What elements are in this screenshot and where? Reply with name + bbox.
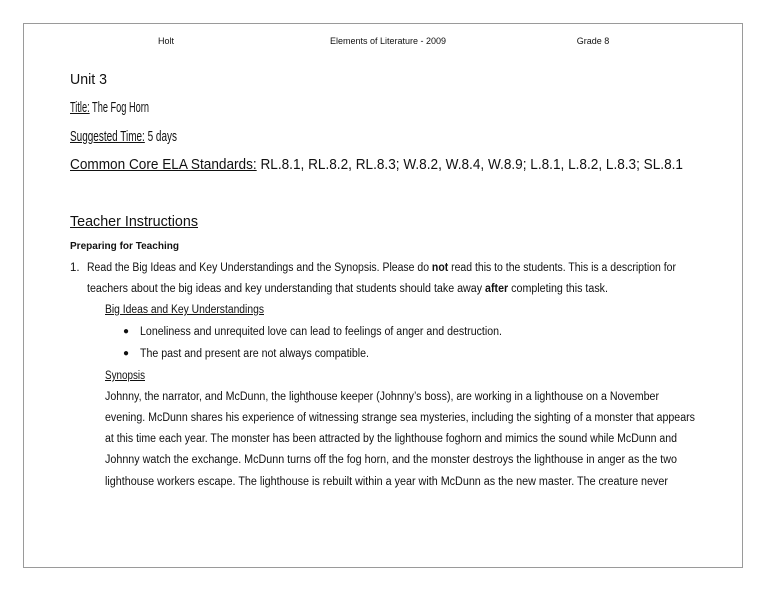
suggested-time-value: 5 days <box>144 128 177 145</box>
big-ideas-heading: Big Ideas and Key Understandings <box>105 304 264 316</box>
header-publisher: Holt <box>157 36 175 46</box>
synopsis-line: Johnny watch the exchange. McDunn turns off the fog horn, and the monster destroys the lighthouse in anger as the two <box>105 454 677 466</box>
unit-label: Unit 3 <box>70 71 107 88</box>
header-grade: Grade 8 <box>576 36 610 46</box>
header-textbook: Elements of Literature - 2009 <box>329 36 447 46</box>
section-heading: Teacher Instructions <box>70 213 198 230</box>
item1-line2: teachers about the big ideas and key understanding that students should take away after completing this task. <box>87 283 608 295</box>
suggested-time-line <box>70 129 231 144</box>
title-label: Title: <box>70 99 90 116</box>
title-value: The Fog Horn <box>89 99 149 116</box>
subheading: Preparing for Teaching <box>70 240 179 252</box>
suggested-time-label: Suggested Time: <box>70 128 145 145</box>
synopsis-line: at this time each year. The monster has been attracted by the lighthouse foghorn and mimics the sound while McDunn and <box>105 433 677 445</box>
standards-line <box>70 157 746 172</box>
standards-label: Common Core ELA Standards: <box>70 156 257 173</box>
big-idea-item: Loneliness and unrequited love can lead to feelings of anger and destruction. <box>140 326 502 338</box>
big-idea-item: The past and present are not always compatible. <box>140 348 369 360</box>
synopsis-heading: Synopsis <box>105 370 145 382</box>
synopsis-line: Johnny, the narrator, and McDunn, the lighthouse keeper (Johnny’s boss), are working in a lighthouse on a November <box>105 391 659 403</box>
synopsis-line: lighthouse workers escape. The lighthouse is rebuilt within a year with McDunn as the new master. The creature never <box>105 476 668 488</box>
synopsis-line: evening. McDunn shares his experience of witnessing strange sea mysteries, including the sighting of a monster that appears <box>105 412 695 424</box>
item-number: 1. <box>70 262 80 274</box>
title-line <box>70 100 198 115</box>
standards-value: RL.8.1, RL.8.2, RL.8.3; W.8.2, W.8.4, W.8.9; L.8.1, L.8.2, L.8.3; SL.8.1 <box>256 156 683 173</box>
bullet-icon: ● <box>123 348 130 359</box>
bullet-icon: ● <box>123 326 130 337</box>
item1-line1: Read the Big Ideas and Key Understandings and the Synopsis. Please do not read this to the students. This is a description for <box>87 262 676 274</box>
